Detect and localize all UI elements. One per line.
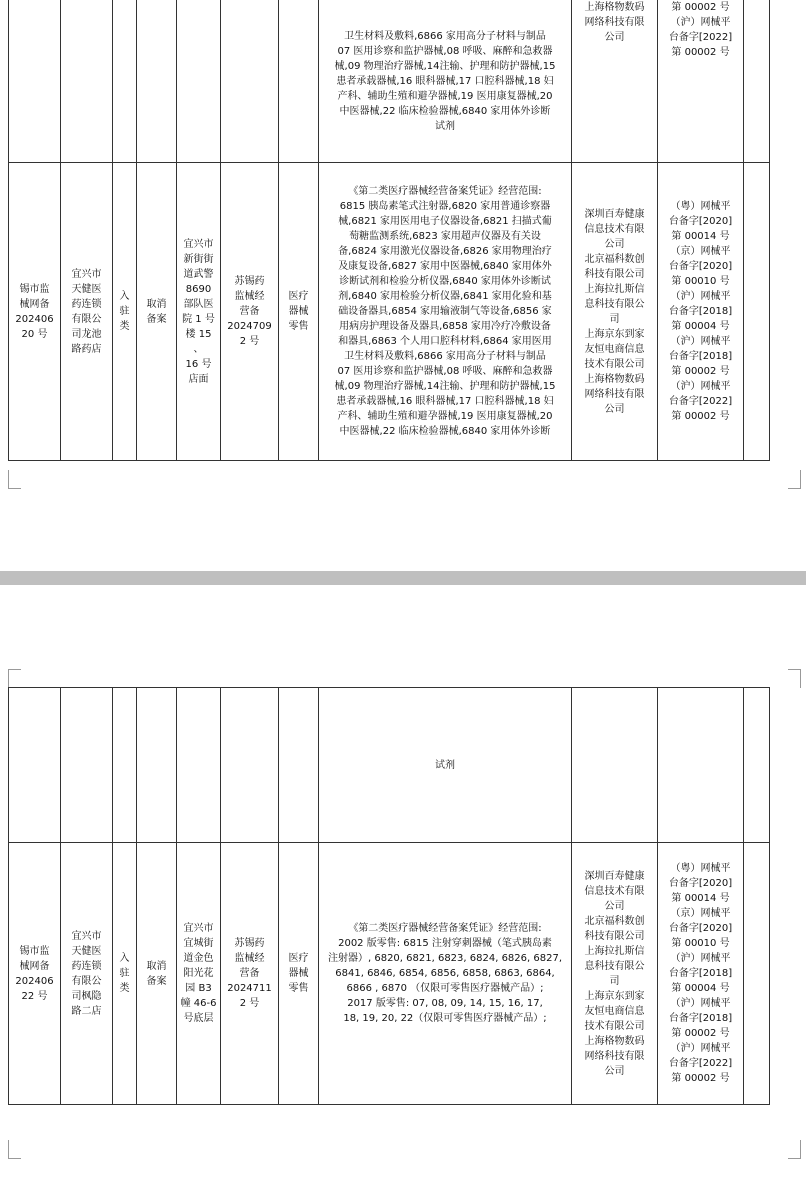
text-line: 深圳百寿健康 [584, 208, 645, 220]
text-line: 息科技有限公 [584, 960, 645, 972]
text-line: 台备字[2018] [668, 968, 733, 979]
text-line: 备案 [146, 313, 167, 325]
text-line: 2017 版零售: 07, 08, 09, 14, 15, 16, 17, [347, 998, 543, 1009]
text-line: 公司 [604, 238, 625, 250]
page-separator [0, 571, 806, 585]
text-line: 监械经 [234, 953, 265, 964]
text-line: 司 [609, 975, 620, 987]
text-line: （京）网械平 [670, 246, 731, 257]
platform-cell [572, 843, 658, 1105]
text-line: 2 号 [239, 998, 260, 1009]
company-name-cell [61, 843, 113, 1105]
text-line: 6841, 6846, 6854, 6856, 6858, 6863, 6864, [335, 968, 555, 979]
text-line: 北京福科数创 [584, 253, 645, 265]
text-line: 技术有限公司 [584, 1020, 645, 1032]
text-line: 路药店 [71, 343, 102, 355]
text-line: 科技有限公司 [584, 930, 645, 942]
text-line: 萄糖监测系统,6823 家用超声仪器及有关设 [349, 231, 541, 242]
text-line: 锡市监 [19, 283, 50, 295]
page-2 [0, 585, 806, 1193]
text-line: 《第二类医疗器械经营备案凭证》经营范围: [348, 186, 542, 197]
text-line: 患者承载器械,16 眼科器械,17 口腔科器械,18 妇 [336, 75, 554, 87]
text-line: 台备字[2018] [668, 351, 733, 362]
text-line: 天健医 [71, 945, 102, 957]
text-line: 台备字[2020] [668, 261, 733, 272]
text-line: 202406 [15, 313, 54, 325]
text-line: 科技有限公司 [584, 268, 645, 280]
type-cell [113, 843, 137, 1105]
text-line: 技术有限公司 [584, 358, 645, 370]
text-line: 苏锡药 [234, 938, 265, 949]
table-row [9, 843, 770, 1105]
text-line: 驻 [119, 306, 130, 317]
text-line: 信息技术有限 [584, 223, 645, 235]
text-line: 202406 [15, 975, 54, 987]
text-line: 药连锁 [71, 298, 102, 310]
text-line: 2024711 [227, 983, 272, 994]
text-line: 信息技术有限 [584, 885, 645, 897]
text-line: 公司 [604, 1065, 625, 1077]
text-line: （沪）网械平 [670, 381, 731, 392]
type-cell [113, 163, 137, 461]
text-line: 械网备 [19, 960, 50, 972]
license-number-cell [221, 843, 279, 1105]
text-line: 公司 [604, 32, 625, 43]
business-scope-cell [319, 843, 572, 1105]
text-line: 天健医 [71, 283, 102, 295]
category-cell [279, 163, 319, 461]
text-line: 宜兴市 [71, 268, 102, 280]
text-line: 第 00014 号 [671, 231, 730, 242]
record-number-cell [9, 843, 61, 1105]
text-line: 宜兴市 [183, 923, 214, 934]
text-line: 第 00002 号 [671, 2, 730, 13]
record-number-cell [9, 163, 61, 461]
text-line: 中医器械,22 临床检验器械,6840 家用体外诊断 [339, 426, 551, 437]
text-line: 备案 [146, 975, 167, 987]
action-cell [137, 163, 177, 461]
text-line: 2002 版零售: 6815 注射穿刺器械（笔式胰岛素 [338, 938, 552, 949]
business-scope-cell [319, 0, 572, 163]
text-line: 医疗 [288, 291, 309, 302]
text-line: （沪）网械平 [670, 291, 731, 302]
text-line: 友恒电商信息 [584, 343, 645, 355]
text-line: 宜兴市 [71, 930, 102, 942]
text-line: 院 1 号 [182, 313, 215, 325]
text-line: 司 [609, 313, 620, 325]
table-row [9, 163, 770, 461]
text-line: 路二店 [71, 1005, 102, 1017]
text-line: 和器具,6863 个人用口腔科材料,6864 家用医用 [338, 336, 552, 347]
text-line: 患者承载器械,16 眼科器械,17 口腔科器械,18 妇 [336, 396, 554, 407]
text-line: 类 [119, 983, 130, 994]
text-line: 台备字[2022] [668, 1058, 733, 1069]
company-name-cell [61, 163, 113, 461]
text-line: 产科、辅助生殖和避孕器械,19 医用康复器械,20 [337, 90, 553, 102]
text-line: 医疗 [288, 953, 309, 964]
text-line: 上海京东到家 [584, 990, 645, 1002]
text-line: 入 [119, 953, 130, 964]
action-cell [137, 843, 177, 1105]
text-line: 产科、辅助生殖和避孕器械,19 医用康复器械,20 [337, 411, 553, 422]
text-line: 零售 [288, 983, 309, 994]
text-line: 锡市监 [19, 945, 50, 957]
text-line: 司龙池 [71, 328, 102, 340]
text-line: 道武警 [183, 268, 214, 280]
page-corner-mark [8, 470, 21, 489]
text-line: 6815 胰岛素笔式注射器,6820 家用普通诊察器 [339, 201, 551, 212]
text-line: 部队医 [183, 298, 214, 310]
text-line: 及康复设备,6827 家用中医器械,6840 家用体外 [338, 261, 552, 272]
text-line: 《第二类医疗器械经营备案凭证》经营范围: [348, 923, 542, 934]
text-line: 2 号 [239, 336, 260, 347]
business-scope-cell [319, 688, 572, 843]
address-cell [177, 843, 221, 1105]
text-line: （沪）网械平 [670, 17, 731, 28]
text-line: 18, 19, 20, 22（仅限可零售医疗器械产品）; [343, 1013, 547, 1024]
text-line: 上海格物数码 [584, 2, 645, 13]
text-line: 幢 46-6 [180, 998, 217, 1009]
text-line: 第 00002 号 [671, 411, 730, 422]
text-line: 宜城街 [183, 938, 214, 949]
text-line: 6866 , 6870 （仅限可零售医疗器械产品）; [346, 983, 544, 994]
text-line: 诊断试剂和检验分析仪器,6840 家用体外诊断试 [339, 276, 551, 287]
text-line: 第 00004 号 [671, 321, 730, 332]
text-line: （粤）网械平 [670, 863, 731, 874]
text-line: 中医器械,22 临床检验器械,6840 家用体外诊断 [339, 105, 551, 117]
text-line: 类 [119, 321, 130, 332]
text-line: 店面 [188, 373, 209, 385]
table-row [9, 0, 770, 163]
text-line: 上海拉扎斯信 [584, 945, 645, 957]
page-corner-mark [788, 470, 801, 489]
text-line: 新街街 [183, 253, 214, 265]
record-table-page-1 [8, 0, 770, 461]
text-line: （沪）网械平 [670, 1043, 731, 1054]
text-line: 20 号 [21, 328, 48, 340]
text-line: 2024709 [227, 321, 272, 332]
platform-filing-cell [658, 0, 744, 163]
text-line: 台备字[2020] [668, 216, 733, 227]
text-line: 注射器）, 6820, 6821, 6823, 6824, 6826, 6827, [327, 953, 563, 964]
text-line: 台备字[2018] [668, 306, 733, 317]
text-line: 营备 [239, 306, 260, 317]
page-corner-mark [788, 1140, 801, 1159]
text-line: 有限公 [71, 313, 102, 325]
text-line: 司枫隐 [71, 990, 102, 1002]
text-line: 台备字[2018] [668, 1013, 733, 1024]
text-line: 驻 [119, 968, 130, 979]
text-line: 8690 [185, 283, 212, 295]
text-line: 药连锁 [71, 960, 102, 972]
text-line: 上海格物数码 [584, 1035, 645, 1047]
text-line: 上海京东到家 [584, 328, 645, 340]
text-line: 07 医用诊察和监护器械,08 呼吸、麻醉和急救器 [337, 45, 553, 57]
platform-cell [572, 163, 658, 461]
text-line: 第 00014 号 [671, 893, 730, 904]
text-line: 苏锡药 [234, 276, 265, 287]
table-row [9, 688, 770, 843]
text-line: 械网备 [19, 298, 50, 310]
page-corner-mark [8, 1140, 21, 1159]
text-line: 07 医用诊察和监护器械,08 呼吸、麻醉和急救器 [337, 366, 553, 377]
text-line: 第 00004 号 [671, 983, 730, 994]
text-line: 台备字[2022] [668, 396, 733, 407]
text-line: 第 00010 号 [671, 938, 730, 949]
text-line: 第 00002 号 [671, 1073, 730, 1084]
text-line: 公司 [604, 900, 625, 912]
text-line: 第 00002 号 [671, 366, 730, 377]
text-line: 息科技有限公 [584, 298, 645, 310]
page-1 [0, 0, 806, 571]
text-line: 宜兴市 [183, 238, 214, 250]
platform-filing-cell [658, 163, 744, 461]
text-line: 公司 [604, 403, 625, 415]
text-line: 上海拉扎斯信 [584, 283, 645, 295]
address-cell [177, 163, 221, 461]
text-line: （京）网械平 [670, 908, 731, 919]
text-line: 22 号 [21, 990, 48, 1002]
record-table-page-2 [8, 687, 770, 1105]
text-line: 取消 [146, 960, 167, 972]
text-line: 试剂 [435, 759, 455, 771]
text-line: 园 B3 [185, 983, 212, 994]
text-line: 卫生材料及敷料,6866 家用高分子材料与制品 [344, 30, 546, 42]
text-line: 卫生材料及敷料,6866 家用高分子材料与制品 [344, 351, 546, 362]
text-line: 取消 [146, 298, 167, 310]
business-scope-cell [319, 163, 572, 461]
text-line: 器械 [288, 306, 309, 317]
text-line: 楼 15 、 [185, 328, 212, 355]
text-line: 剂,6840 家用检验分析仪器,6841 家用化验和基 [338, 291, 552, 302]
text-line: 16 号 [185, 358, 212, 370]
text-line: 械,09 物理治疗器械,14注输、护理和防护器械,15 [334, 381, 556, 392]
text-line: 台备字[2020] [668, 923, 733, 934]
text-line: 北京福科数创 [584, 915, 645, 927]
text-line: （沪）网械平 [670, 953, 731, 964]
text-line: （沪）网械平 [670, 998, 731, 1009]
text-line: 械,09 物理治疗器械,14注输、护理和防护器械,15 [334, 60, 556, 72]
text-line: 监械经 [234, 291, 265, 302]
text-line: 础设备器具,6854 家用输液制气等设备,6856 家 [338, 306, 552, 317]
text-line: 深圳百寿健康 [584, 870, 645, 882]
text-line: 器械 [288, 968, 309, 979]
page-corner-mark [8, 669, 21, 688]
text-line: 营备 [239, 968, 260, 979]
text-line: 台备字[2020] [668, 878, 733, 889]
text-line: 友恒电商信息 [584, 1005, 645, 1017]
text-line: 台备字[2022] [668, 32, 733, 43]
text-line: 备,6824 家用激光仪器设备,6826 家用物理治疗 [338, 246, 552, 257]
text-line: 号底层 [183, 1013, 214, 1024]
text-line: （粤）网械平 [670, 201, 731, 212]
text-line: 网络科技有限 [584, 388, 645, 400]
platform-cell [572, 0, 658, 163]
text-line: 阳光花 [183, 968, 214, 979]
text-line: 网络科技有限 [584, 1050, 645, 1062]
text-line: 第 00010 号 [671, 276, 730, 287]
text-line: 道金色 [183, 953, 214, 964]
text-line: 网络科技有限 [584, 17, 645, 28]
category-cell [279, 843, 319, 1105]
text-line: 用病房护理设备及器具,6858 家用冷疗冷敷设备 [339, 321, 551, 332]
text-line: 有限公 [71, 975, 102, 987]
text-line: 第 00002 号 [671, 47, 730, 58]
text-line: 第 00002 号 [671, 1028, 730, 1039]
text-line: 械,6821 家用医用电子仪器设备,6821 扫描式葡 [338, 216, 552, 227]
text-line: 零售 [288, 321, 309, 332]
license-number-cell [221, 163, 279, 461]
platform-filing-cell [658, 843, 744, 1105]
text-line: （沪）网械平 [670, 336, 731, 347]
text-line: 上海格物数码 [584, 373, 645, 385]
text-line: 入 [119, 291, 130, 302]
text-line: 试剂 [435, 120, 455, 132]
page-corner-mark [788, 669, 801, 688]
